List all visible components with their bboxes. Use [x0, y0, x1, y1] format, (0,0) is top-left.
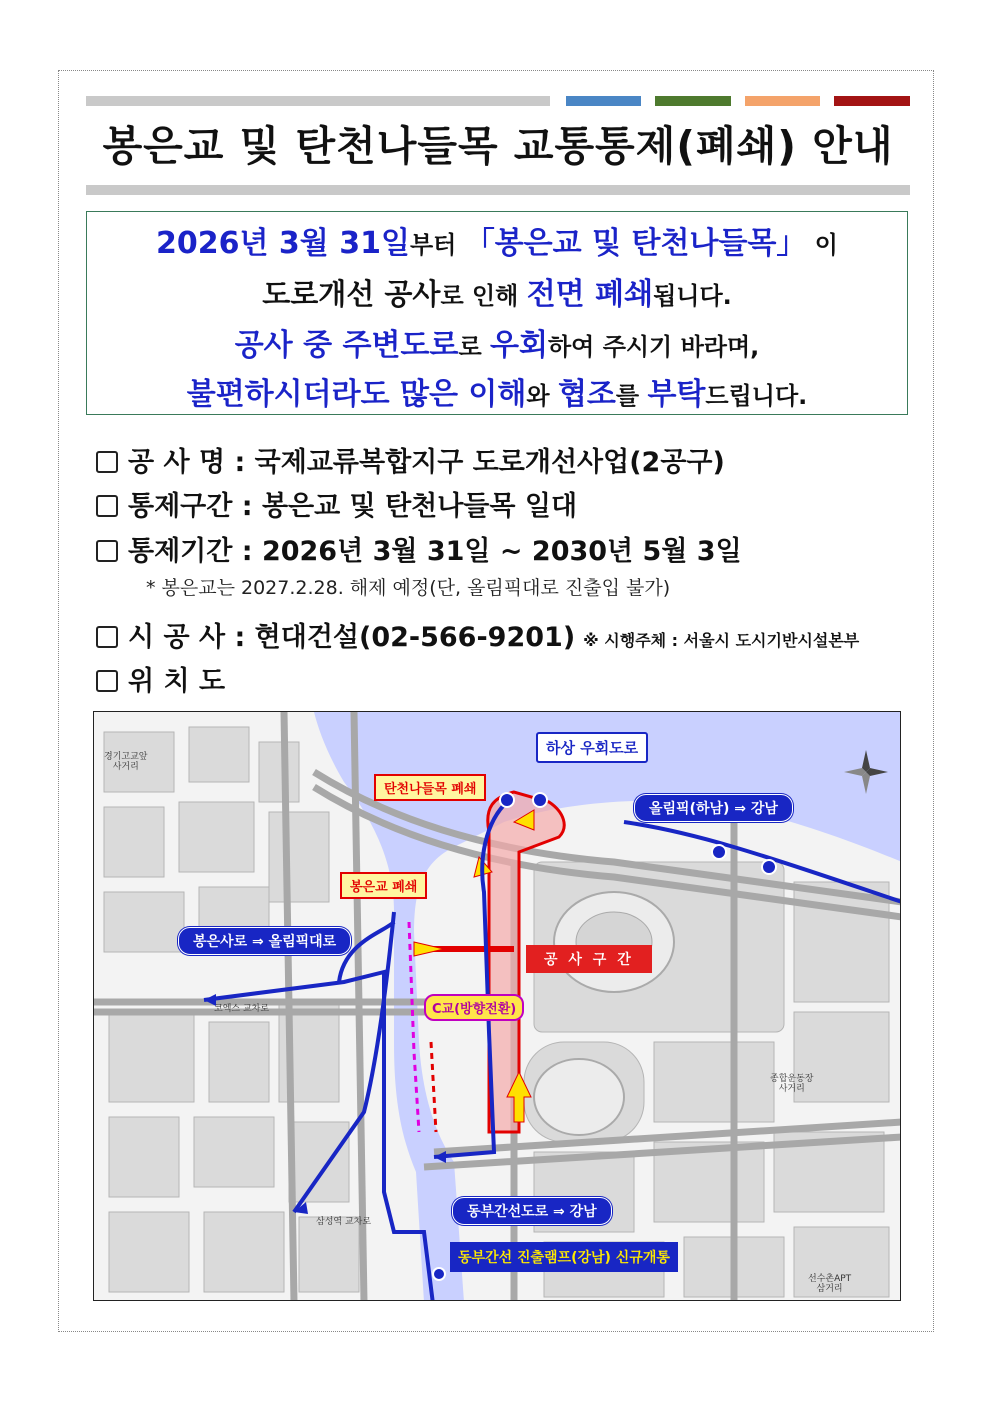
checkbox-icon [96, 626, 118, 648]
checkbox-icon [96, 495, 118, 517]
place-coex: 코엑스 교차로 [214, 1004, 270, 1014]
checkbox-icon [96, 540, 118, 562]
closure-arrow-icon [414, 942, 444, 956]
bar-green [655, 96, 731, 106]
notice-text: 하여 주시기 바라며, [547, 333, 760, 361]
notice-text: 드립니다. [705, 382, 808, 410]
label-olympic-route: 올림픽(하남) ⇒ 강남 [634, 794, 793, 822]
notice-text: 부터 [409, 231, 465, 259]
info-contractor: 시 공 사 : 현대건설(02-566-9201) ※ 시행주체 : 서울시 도시기반시설본부 [96, 615, 859, 654]
notice-text: 와 [526, 382, 558, 410]
place-athletes-village: 선수촌APT 삼거리 [808, 1274, 852, 1294]
place-samseong: 삼성역 교차로 [316, 1217, 372, 1227]
notice-line-3 [87, 320, 907, 364]
info-label: 시 공 사 [128, 622, 226, 653]
info-section: 통제구간 : 봉은교 및 탄천나들목 일대 [96, 484, 577, 523]
info-location [96, 659, 225, 698]
notice-line-1 [87, 218, 907, 262]
page-title: 봉은교 및 탄천나들목 교통통제(폐쇄) 안내 [102, 122, 894, 170]
location-map [93, 711, 901, 1301]
info-value: 국제교류복합지구 도로개선사업(2공구) [254, 447, 725, 478]
info-label: 공 사 명 [128, 447, 226, 478]
bar-blue [566, 96, 641, 106]
bar-red [834, 96, 910, 106]
period-note: * 봉은교는 2027.2.28. 해제 예정(단, 올림픽대로 진출입 불가) [146, 577, 671, 599]
label-tancheon-closure: 탄천나들목 폐쇄 [374, 774, 486, 801]
notice-text: 를 [615, 382, 648, 410]
label-bongeunsa-route: 봉은사로 ⇒ 올림픽대로 [178, 927, 351, 955]
notice-highlight: 불편하시더라도 많은 이해 [186, 377, 527, 412]
notice-highlight: 협조 [557, 377, 616, 412]
bar-orange [745, 96, 820, 106]
place-gyeonggi: 경기고교앞 사거리 [104, 752, 148, 772]
notice-text: 됩니다. [653, 282, 732, 310]
notice-box [86, 211, 908, 415]
label-bongeun-closure: 봉은교 폐쇄 [340, 872, 427, 899]
notice-line-2 [87, 269, 907, 313]
label-river-detour: 하상 우회도로 [536, 732, 648, 763]
info-period: 통제기간 : 2026년 3월 31일 ~ 2030년 5월 3일 [96, 529, 742, 568]
notice-date: 2026년 3월 31일 [156, 226, 410, 261]
checkbox-icon [96, 670, 118, 692]
notice-text: 도로개선 공사 [262, 277, 441, 311]
info-label: 통제구간 [128, 491, 233, 522]
label-construction-zone: 공 사 구 간 [526, 945, 652, 973]
notice-text: 이 [806, 231, 838, 259]
contractor-note: ※ 시행주체 : 서울시 도시기반시설본부 [583, 631, 860, 650]
info-value: 2026년 3월 31일 ~ 2030년 5월 3일 [261, 536, 742, 567]
label-c-bridge: C교(방향전환) [424, 994, 524, 1021]
info-value: 봉은교 및 탄천나들목 일대 [261, 491, 578, 522]
info-value: 현대건설(02-566-9201) [254, 622, 576, 653]
notice-highlight: 공사 중 주변도로 [234, 328, 459, 363]
notice-highlight: 우회 [490, 328, 548, 363]
notice-text: 로 [458, 333, 490, 361]
notice-highlight: 부탁 [647, 377, 706, 412]
notice-target: 「봉은교 및 탄천나들목」 [464, 226, 807, 261]
notice-highlight: 전면 폐쇄 [526, 277, 654, 312]
notice-line-4 [87, 369, 907, 413]
notice-text: 로 인해 [440, 282, 527, 310]
info-project: 공 사 명 : 국제교류복합지구 도로개선사업(2공구) [96, 440, 725, 479]
label-dongbu-route: 동부간선도로 ⇒ 강남 [452, 1197, 612, 1225]
info-label: 위 치 도 [128, 666, 226, 697]
title-underline [86, 185, 910, 195]
bar-gray [86, 96, 550, 106]
info-label: 통제기간 [128, 536, 233, 567]
checkbox-icon [96, 451, 118, 473]
label-dongbu-ramp: 동부간선 진출램프(강남) 신규개통 [450, 1242, 678, 1272]
place-sports-complex: 종합운동장 사거리 [770, 1074, 814, 1094]
header-color-bars [86, 96, 910, 106]
baseball-stadium [534, 1059, 624, 1135]
